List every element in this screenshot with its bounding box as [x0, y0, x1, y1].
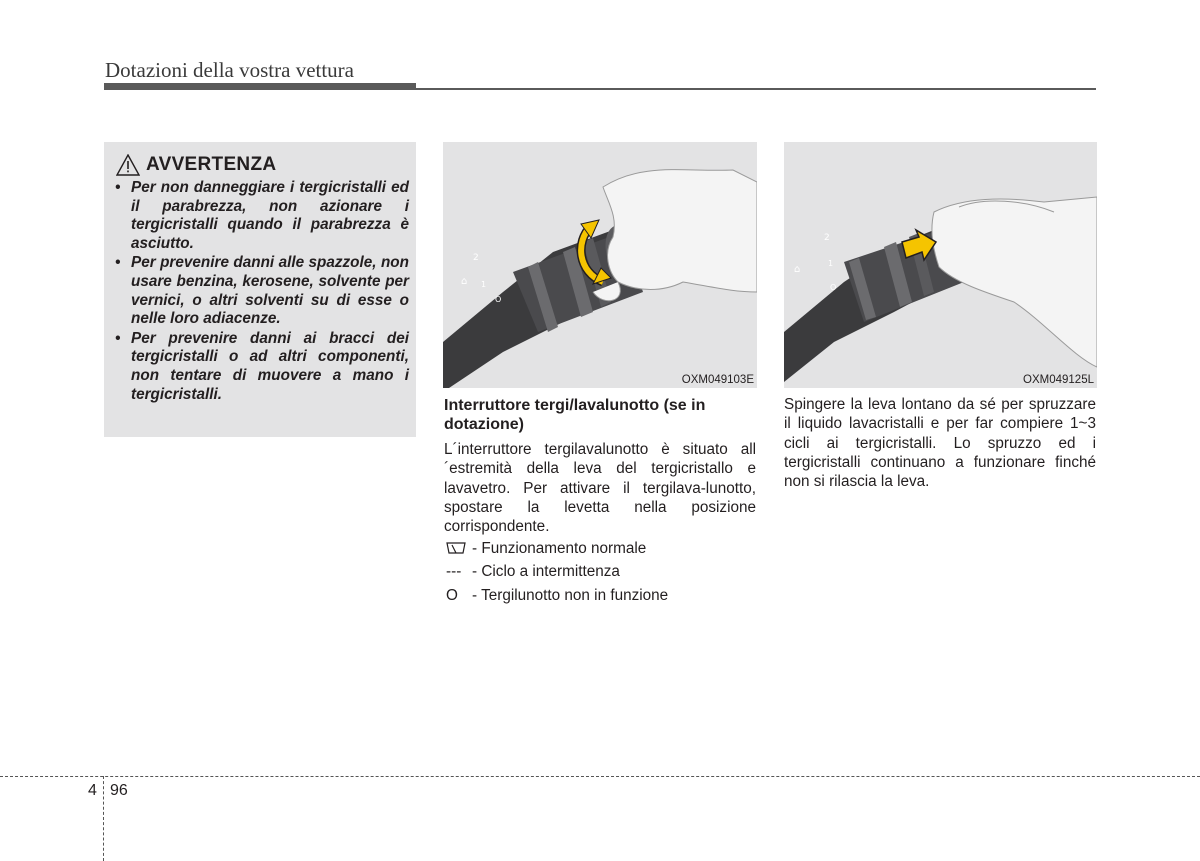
- figure-lever-push: [784, 142, 1097, 388]
- bullet: •: [115, 254, 121, 272]
- page-number: 96: [110, 782, 128, 799]
- lever-rotate-illustration: [443, 142, 757, 388]
- lever-push-illustration: [784, 142, 1097, 388]
- legend-text: - Funzionamento normale: [472, 539, 647, 557]
- legend-row-intermittent: [446, 561, 668, 585]
- warning-list: [114, 179, 409, 405]
- warning-item-text: Per prevenire danni ai bracci dei tergicristalli o ad altri componenti, non tentare di muovere a mano i tergicristalli.: [131, 329, 409, 403]
- footer-dashed-divider: [103, 776, 104, 861]
- svg-text:1: 1: [828, 259, 834, 268]
- legend-symbol: ---: [446, 563, 462, 581]
- legend-text: - Tergilunotto non in funzione: [472, 586, 669, 604]
- svg-text:2: 2: [824, 233, 830, 243]
- warning-header: [116, 154, 276, 176]
- legend-row-normal: [446, 537, 668, 561]
- legend-symbol: O: [446, 586, 458, 604]
- svg-text:⌂: ⌂: [794, 264, 801, 275]
- warning-item: [114, 254, 409, 328]
- header-rule-thick: [104, 83, 416, 90]
- section-body: L´interruttore tergilavalunotto è situato all´estremità della leva del tergicristallo e lavavetro. Per attivare il tergilava-lunotto, spostare la levetta nella posizione corrispondente.: [444, 441, 756, 536]
- figure-code: OXM049125L: [1023, 374, 1094, 386]
- svg-text:⌂: ⌂: [461, 276, 468, 287]
- bullet: •: [115, 329, 121, 347]
- wiper-icon: [446, 540, 472, 557]
- warning-item: [114, 179, 409, 253]
- svg-text:O: O: [830, 283, 837, 292]
- warning-item-text: Per prevenire danni alle spazzole, non usare benzina, kerosene, solvente per vernici, o altri solventi su di esse o nelle loro adiacenze.: [131, 254, 409, 328]
- section-title: Interruttore tergi/lavalunotto (se in dotazione): [444, 397, 706, 433]
- bullet: •: [115, 179, 121, 196]
- svg-text:2: 2: [473, 253, 479, 263]
- figure-lever-rotate: [443, 142, 757, 388]
- warning-item: [114, 330, 409, 404]
- figure-code: OXM049103E: [681, 374, 754, 386]
- warning-triangle-icon: [116, 154, 140, 176]
- svg-text:1: 1: [481, 280, 487, 289]
- wiper-legend: [446, 537, 668, 608]
- header-rule-thin: [416, 88, 1096, 90]
- footer-dashed-rule: [0, 776, 1200, 777]
- warning-item-text: Per non danneggiare i tergicristalli ed il parabrezza, non azionare i tergicristalli quando il parabrezza è asciutto.: [131, 179, 409, 252]
- legend-text: - Ciclo a intermittenza: [472, 563, 620, 581]
- legend-row-off: [446, 584, 668, 608]
- svg-text:O: O: [495, 295, 502, 304]
- page-header-title: Dotazioni della vostra vettura: [105, 58, 354, 82]
- warning-box: [104, 142, 416, 437]
- washer-instructions: Spingere la leva lontano da sé per spruzzare il liquido lavacristalli e per far compiere 1~3 cicli ai tergicristalli. Lo spruzzo ed i tergicristalli continuano a funzionare finché non si rilascia la leva.: [784, 396, 1096, 491]
- chapter-number: 4: [88, 782, 97, 799]
- warning-title: AVVERTENZA: [146, 154, 277, 175]
